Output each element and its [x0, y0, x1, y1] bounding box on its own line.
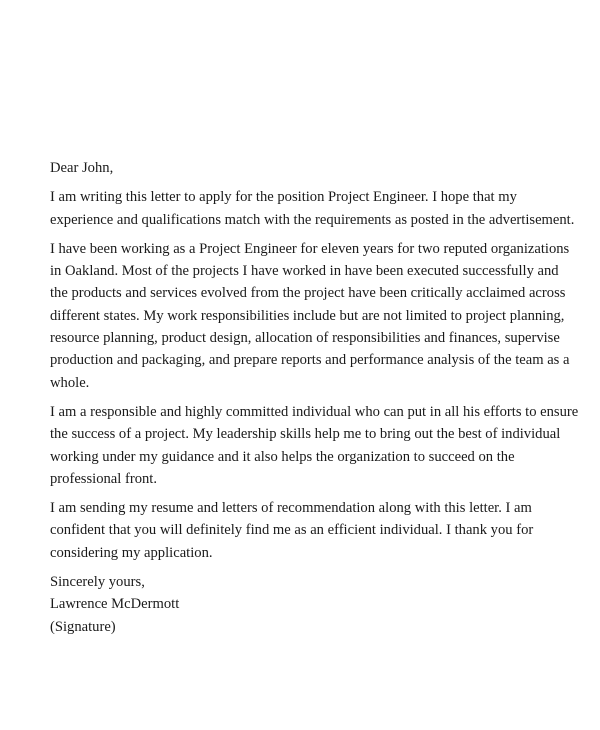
closing: Sincerely yours, [50, 574, 145, 591]
closing-block [50, 571, 580, 638]
cover-letter [50, 157, 580, 638]
paragraph-introduction: I am writing this letter to apply for the position Project Engineer. I hope that my experience and qualifications match with the requirements as posted in the advertisement. [50, 189, 575, 228]
paragraph-qualities: I am a responsible and highly committed individual who can put in all his efforts to ensure the success of a project. My leadership skills help me to bring out the best of individual working under my guidance and it also helps the organization to succeed on the professional front. [50, 403, 579, 487]
paragraph-experience: I have been working as a Project Engineer for eleven years for two reputed organizations in Oakland. Most of the projects I have worked in have been executed successfully and the products and services evolved from the project have been critically acclaimed across different states. My work responsibilities include but are not limited to project planning, resource planning, product design, allocation of responsibilities and finances, supervise production and packaging, and prepare reports and performance analysis of the team as a whole. [50, 240, 570, 391]
paragraph-conclusion: I am sending my resume and letters of recommendation along with this letter. I am confident that you will definitely find me as an efficient individual. I thank you for considering my application. [50, 500, 534, 561]
sender-name: Lawrence McDermott [50, 596, 180, 613]
signature-label: (Signature) [50, 618, 116, 635]
salutation: Dear John, [50, 160, 114, 176]
